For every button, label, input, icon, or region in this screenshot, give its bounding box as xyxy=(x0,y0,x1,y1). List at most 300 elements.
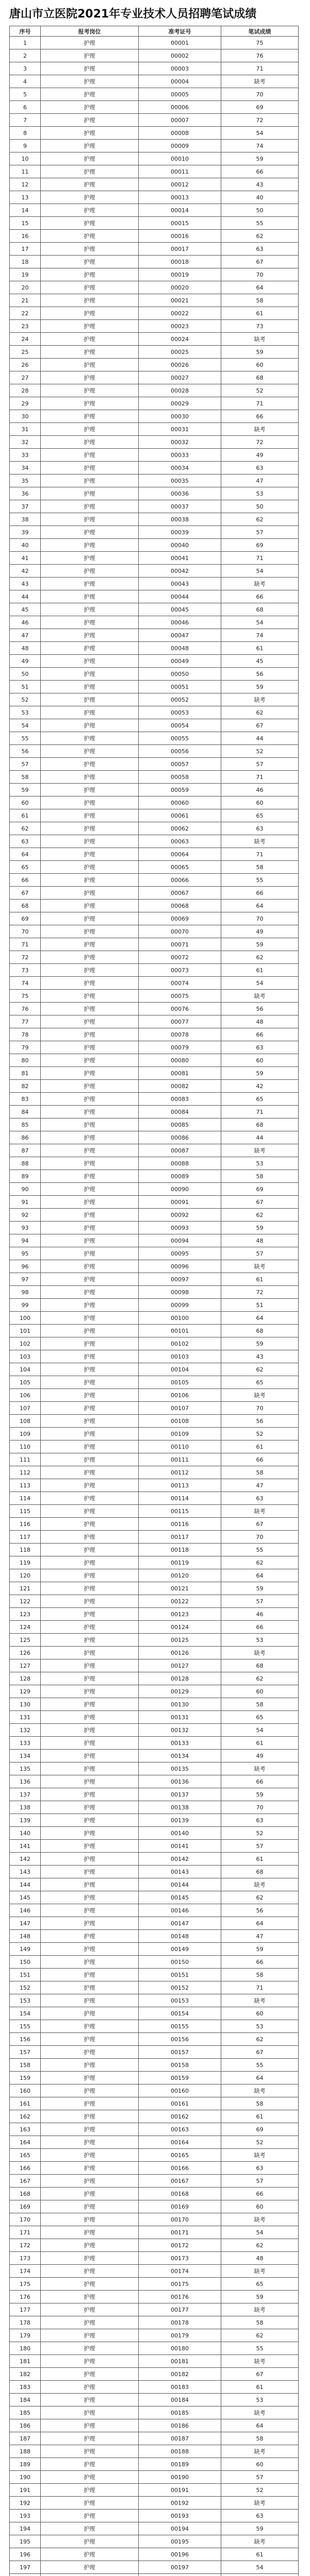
cell-score: 52 xyxy=(221,1428,299,1440)
cell-exam-id: 00061 xyxy=(139,809,221,822)
cell-position: 护理 xyxy=(41,1904,139,1917)
cell-position: 护理 xyxy=(41,1247,139,1260)
table-row xyxy=(10,2136,299,2149)
cell-exam-id: 00178 xyxy=(139,2316,221,2329)
cell-index: 185 xyxy=(10,2406,41,2419)
cell-exam-id: 00086 xyxy=(139,1131,221,1144)
cell-exam-id: 00136 xyxy=(139,1775,221,1788)
table-row xyxy=(10,307,299,320)
cell-exam-id: 00030 xyxy=(139,410,221,423)
cell-position: 护理 xyxy=(41,1930,139,1943)
cell-index: 144 xyxy=(10,1878,41,1891)
cell-index: 178 xyxy=(10,2316,41,2329)
table-row xyxy=(10,1775,299,1788)
cell-position: 护理 xyxy=(41,655,139,668)
cell-exam-id: 00105 xyxy=(139,1376,221,1389)
cell-exam-id: 00144 xyxy=(139,1878,221,1891)
table-row xyxy=(10,2355,299,2368)
cell-position: 护理 xyxy=(41,539,139,552)
cell-score: 56 xyxy=(221,1904,299,1917)
cell-exam-id: 00048 xyxy=(139,642,221,655)
cell-exam-id: 00019 xyxy=(139,268,221,281)
table-row xyxy=(10,2497,299,2510)
table-row xyxy=(10,217,299,230)
cell-position: 护理 xyxy=(41,1685,139,1698)
cell-position: 护理 xyxy=(41,1144,139,1157)
cell-score: 48 xyxy=(221,2252,299,2265)
cell-score: 54 xyxy=(221,1724,299,1737)
cell-exam-id: 00041 xyxy=(139,552,221,565)
cell-position: 护理 xyxy=(41,1273,139,1286)
cell-index: 23 xyxy=(10,320,41,333)
header-index: 序号 xyxy=(10,26,41,37)
cell-index: 70 xyxy=(10,925,41,938)
cell-exam-id: 00111 xyxy=(139,1453,221,1466)
table-row xyxy=(10,2484,299,2497)
cell-exam-id: 00005 xyxy=(139,88,221,101)
cell-index: 163 xyxy=(10,2123,41,2136)
cell-index: 181 xyxy=(10,2355,41,2368)
cell-score: 缺考 xyxy=(221,2265,299,2278)
cell-exam-id: 00103 xyxy=(139,1350,221,1363)
table-row xyxy=(10,1080,299,1093)
cell-index: 2 xyxy=(10,49,41,62)
table-row xyxy=(10,2084,299,2097)
cell-score: 47 xyxy=(221,1479,299,1492)
table-row xyxy=(10,2123,299,2136)
cell-index: 3 xyxy=(10,62,41,75)
cell-exam-id: 00171 xyxy=(139,2226,221,2239)
cell-score: 48 xyxy=(221,1015,299,1028)
table-row xyxy=(10,191,299,204)
table-row xyxy=(10,1118,299,1131)
cell-index: 27 xyxy=(10,371,41,384)
table-row xyxy=(10,397,299,410)
cell-exam-id: 00160 xyxy=(139,2084,221,2097)
cell-exam-id: 00027 xyxy=(139,371,221,384)
cell-index: 119 xyxy=(10,1556,41,1569)
cell-score: 62 xyxy=(221,2033,299,2046)
table-row xyxy=(10,1518,299,1531)
table-row xyxy=(10,1685,299,1698)
cell-score: 74 xyxy=(221,140,299,152)
cell-position: 护理 xyxy=(41,590,139,603)
table-row xyxy=(10,268,299,281)
cell-position: 护理 xyxy=(41,912,139,925)
cell-position: 护理 xyxy=(41,1788,139,1801)
cell-exam-id: 00037 xyxy=(139,500,221,513)
cell-position: 护理 xyxy=(41,2084,139,2097)
cell-exam-id: 00029 xyxy=(139,397,221,410)
cell-index: 24 xyxy=(10,333,41,346)
table-row xyxy=(10,2149,299,2162)
table-row xyxy=(10,1853,299,1866)
cell-position: 护理 xyxy=(41,114,139,127)
cell-score: 53 xyxy=(221,1634,299,1647)
cell-position: 护理 xyxy=(41,1080,139,1093)
cell-index: 191 xyxy=(10,2484,41,2497)
table-row xyxy=(10,2548,299,2561)
cell-exam-id: 00090 xyxy=(139,1183,221,1196)
cell-position: 护理 xyxy=(41,2097,139,2110)
cell-position: 护理 xyxy=(41,552,139,565)
cell-exam-id: 00085 xyxy=(139,1118,221,1131)
cell-position: 护理 xyxy=(41,1917,139,1930)
cell-exam-id: 00054 xyxy=(139,719,221,732)
cell-exam-id: 00091 xyxy=(139,1196,221,1209)
cell-position: 护理 xyxy=(41,2033,139,2046)
cell-position: 护理 xyxy=(41,1041,139,1054)
cell-exam-id: 00015 xyxy=(139,217,221,230)
cell-position: 护理 xyxy=(41,2162,139,2175)
cell-index: 176 xyxy=(10,2291,41,2303)
cell-exam-id: 00100 xyxy=(139,1312,221,1325)
cell-exam-id: 00122 xyxy=(139,1595,221,1608)
cell-index: 49 xyxy=(10,655,41,668)
cell-index: 56 xyxy=(10,745,41,758)
header-position: 报考岗位 xyxy=(41,26,139,37)
cell-position: 护理 xyxy=(41,1724,139,1737)
cell-exam-id: 00104 xyxy=(139,1363,221,1376)
cell-exam-id: 00087 xyxy=(139,1144,221,1157)
cell-index: 11 xyxy=(10,165,41,178)
cell-position: 护理 xyxy=(41,268,139,281)
table-row xyxy=(10,745,299,758)
cell-score: 59 xyxy=(221,346,299,359)
cell-index: 184 xyxy=(10,2394,41,2406)
table-row xyxy=(10,1904,299,1917)
cell-index: 77 xyxy=(10,1015,41,1028)
cell-exam-id: 00173 xyxy=(139,2252,221,2265)
table-row xyxy=(10,578,299,590)
cell-position: 护理 xyxy=(41,1260,139,1273)
cell-position: 护理 xyxy=(41,719,139,732)
cell-index: 106 xyxy=(10,1389,41,1402)
cell-position: 护理 xyxy=(41,423,139,436)
cell-exam-id: 00084 xyxy=(139,1106,221,1118)
cell-position: 护理 xyxy=(41,2548,139,2561)
cell-exam-id: 00166 xyxy=(139,2162,221,2175)
cell-exam-id: 00073 xyxy=(139,964,221,977)
cell-score: 68 xyxy=(221,371,299,384)
cell-score: 57 xyxy=(221,1595,299,1608)
cell-position: 护理 xyxy=(41,990,139,1003)
cell-score: 缺考 xyxy=(221,75,299,88)
cell-score: 59 xyxy=(221,1337,299,1350)
cell-index: 103 xyxy=(10,1350,41,1363)
cell-score: 44 xyxy=(221,1131,299,1144)
cell-exam-id: 00158 xyxy=(139,2059,221,2072)
cell-score: 63 xyxy=(221,1492,299,1505)
cell-exam-id: 00169 xyxy=(139,2200,221,2213)
cell-index: 109 xyxy=(10,1428,41,1440)
cell-score: 63 xyxy=(221,462,299,474)
cell-exam-id: 00031 xyxy=(139,423,221,436)
cell-index: 172 xyxy=(10,2239,41,2252)
cell-score: 缺考 xyxy=(221,1144,299,1157)
cell-exam-id: 00151 xyxy=(139,1969,221,1981)
cell-index: 1 xyxy=(10,37,41,49)
cell-score: 60 xyxy=(221,2200,299,2213)
cell-position: 护理 xyxy=(41,2265,139,2278)
cell-index: 104 xyxy=(10,1363,41,1376)
cell-position: 护理 xyxy=(41,1801,139,1814)
table-row xyxy=(10,1956,299,1969)
table-row xyxy=(10,2445,299,2458)
cell-position: 护理 xyxy=(41,2303,139,2316)
cell-position: 护理 xyxy=(41,37,139,49)
table-row xyxy=(10,62,299,75)
cell-score: 62 xyxy=(221,706,299,719)
cell-exam-id: 00060 xyxy=(139,796,221,809)
cell-index: 19 xyxy=(10,268,41,281)
cell-score: 64 xyxy=(221,1569,299,1582)
table-row xyxy=(10,2239,299,2252)
cell-score: 71 xyxy=(221,1981,299,1994)
cell-position: 护理 xyxy=(41,2355,139,2368)
cell-index: 69 xyxy=(10,912,41,925)
cell-score: 58 xyxy=(221,2097,299,2110)
cell-position: 护理 xyxy=(41,745,139,758)
cell-score: 缺考 xyxy=(221,1389,299,1402)
table-row xyxy=(10,900,299,912)
cell-score: 缺考 xyxy=(221,835,299,848)
cell-index: 87 xyxy=(10,1144,41,1157)
cell-exam-id: 00114 xyxy=(139,1492,221,1505)
table-row xyxy=(10,1762,299,1775)
cell-index: 79 xyxy=(10,1041,41,1054)
cell-position: 护理 xyxy=(41,1170,139,1183)
cell-index: 73 xyxy=(10,964,41,977)
table-row xyxy=(10,1363,299,1376)
cell-score: 55 xyxy=(221,2059,299,2072)
cell-position: 护理 xyxy=(41,1453,139,1466)
cell-index: 8 xyxy=(10,127,41,140)
table-row xyxy=(10,642,299,655)
cell-position: 护理 xyxy=(41,2316,139,2329)
table-row xyxy=(10,1402,299,1415)
cell-exam-id: 00145 xyxy=(139,1891,221,1904)
cell-position: 护理 xyxy=(41,49,139,62)
table-row xyxy=(10,1801,299,1814)
table-row xyxy=(10,822,299,835)
cell-exam-id: 00010 xyxy=(139,152,221,165)
cell-score: 61 xyxy=(221,964,299,977)
cell-index: 195 xyxy=(10,2535,41,2548)
cell-score: 67 xyxy=(221,1518,299,1531)
cell-position: 护理 xyxy=(41,2136,139,2149)
cell-exam-id: 00088 xyxy=(139,1157,221,1170)
cell-position: 护理 xyxy=(41,204,139,217)
cell-index: 43 xyxy=(10,578,41,590)
cell-index: 190 xyxy=(10,2471,41,2484)
table-row xyxy=(10,1273,299,1286)
cell-exam-id: 00011 xyxy=(139,165,221,178)
cell-exam-id: 00149 xyxy=(139,1943,221,1956)
table-row xyxy=(10,1466,299,1479)
table-row xyxy=(10,88,299,101)
table-row xyxy=(10,1492,299,1505)
cell-position: 护理 xyxy=(41,796,139,809)
cell-index: 122 xyxy=(10,1595,41,1608)
cell-position: 护理 xyxy=(41,2007,139,2020)
cell-exam-id: 00192 xyxy=(139,2497,221,2510)
cell-exam-id: 00045 xyxy=(139,603,221,616)
cell-exam-id: 00180 xyxy=(139,2342,221,2355)
table-row xyxy=(10,75,299,88)
cell-score: 68 xyxy=(221,1118,299,1131)
cell-position: 护理 xyxy=(41,474,139,487)
cell-score: 68 xyxy=(221,1325,299,1337)
cell-score: 71 xyxy=(221,1106,299,1118)
cell-score: 58 xyxy=(221,1466,299,1479)
cell-score: 44 xyxy=(221,732,299,745)
cell-score: 50 xyxy=(221,500,299,513)
cell-index: 93 xyxy=(10,1222,41,1234)
cell-index: 59 xyxy=(10,784,41,796)
table-row xyxy=(10,230,299,243)
cell-position: 护理 xyxy=(41,140,139,152)
cell-index: 84 xyxy=(10,1106,41,1118)
cell-position: 护理 xyxy=(41,1711,139,1724)
table-row xyxy=(10,2303,299,2316)
table-row xyxy=(10,178,299,191)
cell-position: 护理 xyxy=(41,977,139,990)
table-row xyxy=(10,1711,299,1724)
table-row xyxy=(10,1286,299,1299)
cell-position: 护理 xyxy=(41,243,139,256)
cell-position: 护理 xyxy=(41,2342,139,2355)
cell-position: 护理 xyxy=(41,513,139,526)
cell-index: 165 xyxy=(10,2149,41,2162)
cell-index: 101 xyxy=(10,1325,41,1337)
cell-exam-id: 00070 xyxy=(139,925,221,938)
cell-score: 62 xyxy=(221,230,299,243)
cell-exam-id: 00034 xyxy=(139,462,221,474)
cell-score: 66 xyxy=(221,1956,299,1969)
table-row xyxy=(10,809,299,822)
cell-score: 59 xyxy=(221,1582,299,1595)
cell-index: 158 xyxy=(10,2059,41,2072)
cell-exam-id: 00017 xyxy=(139,243,221,256)
cell-index: 89 xyxy=(10,1170,41,1183)
cell-position: 护理 xyxy=(41,1093,139,1106)
cell-index: 34 xyxy=(10,462,41,474)
cell-position: 护理 xyxy=(41,578,139,590)
cell-index: 53 xyxy=(10,706,41,719)
table-row xyxy=(10,49,299,62)
table-row xyxy=(10,513,299,526)
cell-position: 护理 xyxy=(41,2291,139,2303)
cell-exam-id: 00182 xyxy=(139,2368,221,2381)
cell-exam-id: 00001 xyxy=(139,37,221,49)
cell-position: 护理 xyxy=(41,1106,139,1118)
cell-exam-id: 00138 xyxy=(139,1801,221,1814)
cell-index: 62 xyxy=(10,822,41,835)
cell-exam-id: 00116 xyxy=(139,1518,221,1531)
cell-exam-id: 00143 xyxy=(139,1866,221,1878)
cell-score: 64 xyxy=(221,2419,299,2432)
cell-score: 71 xyxy=(221,552,299,565)
table-row xyxy=(10,101,299,114)
table-row xyxy=(10,1724,299,1737)
cell-position: 护理 xyxy=(41,230,139,243)
table-row xyxy=(10,1325,299,1337)
cell-index: 44 xyxy=(10,590,41,603)
cell-index: 180 xyxy=(10,2342,41,2355)
cell-index: 183 xyxy=(10,2381,41,2394)
cell-score: 缺考 xyxy=(221,1762,299,1775)
cell-score: 59 xyxy=(221,2522,299,2535)
table-row xyxy=(10,127,299,140)
cell-index: 26 xyxy=(10,359,41,371)
cell-position: 护理 xyxy=(41,861,139,874)
cell-index: 112 xyxy=(10,1466,41,1479)
cell-position: 护理 xyxy=(41,359,139,371)
cell-position: 护理 xyxy=(41,1608,139,1621)
table-row xyxy=(10,590,299,603)
cell-index: 86 xyxy=(10,1131,41,1144)
table-row xyxy=(10,500,299,513)
cell-score: 58 xyxy=(221,861,299,874)
table-row xyxy=(10,2574,299,2576)
cell-exam-id: 00165 xyxy=(139,2149,221,2162)
cell-score: 缺考 xyxy=(221,2149,299,2162)
cell-score: 66 xyxy=(221,1453,299,1466)
cell-position: 护理 xyxy=(41,1750,139,1762)
cell-position: 护理 xyxy=(41,2059,139,2072)
cell-exam-id: 00119 xyxy=(139,1556,221,1569)
cell-exam-id: 00184 xyxy=(139,2394,221,2406)
cell-exam-id: 00120 xyxy=(139,1569,221,1582)
cell-exam-id: 00127 xyxy=(139,1659,221,1672)
table-row xyxy=(10,1479,299,1492)
table-row xyxy=(10,1621,299,1634)
cell-score: 67 xyxy=(221,1196,299,1209)
cell-exam-id: 00038 xyxy=(139,513,221,526)
cell-position: 护理 xyxy=(41,1994,139,2007)
cell-score: 63 xyxy=(221,243,299,256)
cell-exam-id: 00181 xyxy=(139,2355,221,2368)
cell-index: 4 xyxy=(10,75,41,88)
cell-index: 57 xyxy=(10,758,41,771)
table-row xyxy=(10,2394,299,2406)
cell-index: 192 xyxy=(10,2497,41,2510)
cell-index: 173 xyxy=(10,2252,41,2265)
cell-score: 60 xyxy=(221,2458,299,2471)
table-row xyxy=(10,655,299,668)
cell-position: 护理 xyxy=(41,2200,139,2213)
table-row xyxy=(10,1994,299,2007)
cell-score: 61 xyxy=(221,1273,299,1286)
table-row xyxy=(10,1750,299,1762)
cell-exam-id: 00177 xyxy=(139,2303,221,2316)
table-row xyxy=(10,1003,299,1015)
cell-position: 护理 xyxy=(41,1376,139,1389)
table-row xyxy=(10,1866,299,1878)
table-row xyxy=(10,1788,299,1801)
cell-index: 125 xyxy=(10,1634,41,1647)
cell-position: 护理 xyxy=(41,1118,139,1131)
cell-index: 54 xyxy=(10,719,41,732)
table-row xyxy=(10,1260,299,1273)
cell-position: 护理 xyxy=(41,2432,139,2445)
cell-index: 97 xyxy=(10,1273,41,1286)
cell-index: 32 xyxy=(10,436,41,449)
cell-exam-id: 00072 xyxy=(139,951,221,964)
cell-score: 66 xyxy=(221,887,299,900)
cell-exam-id: 00183 xyxy=(139,2381,221,2394)
